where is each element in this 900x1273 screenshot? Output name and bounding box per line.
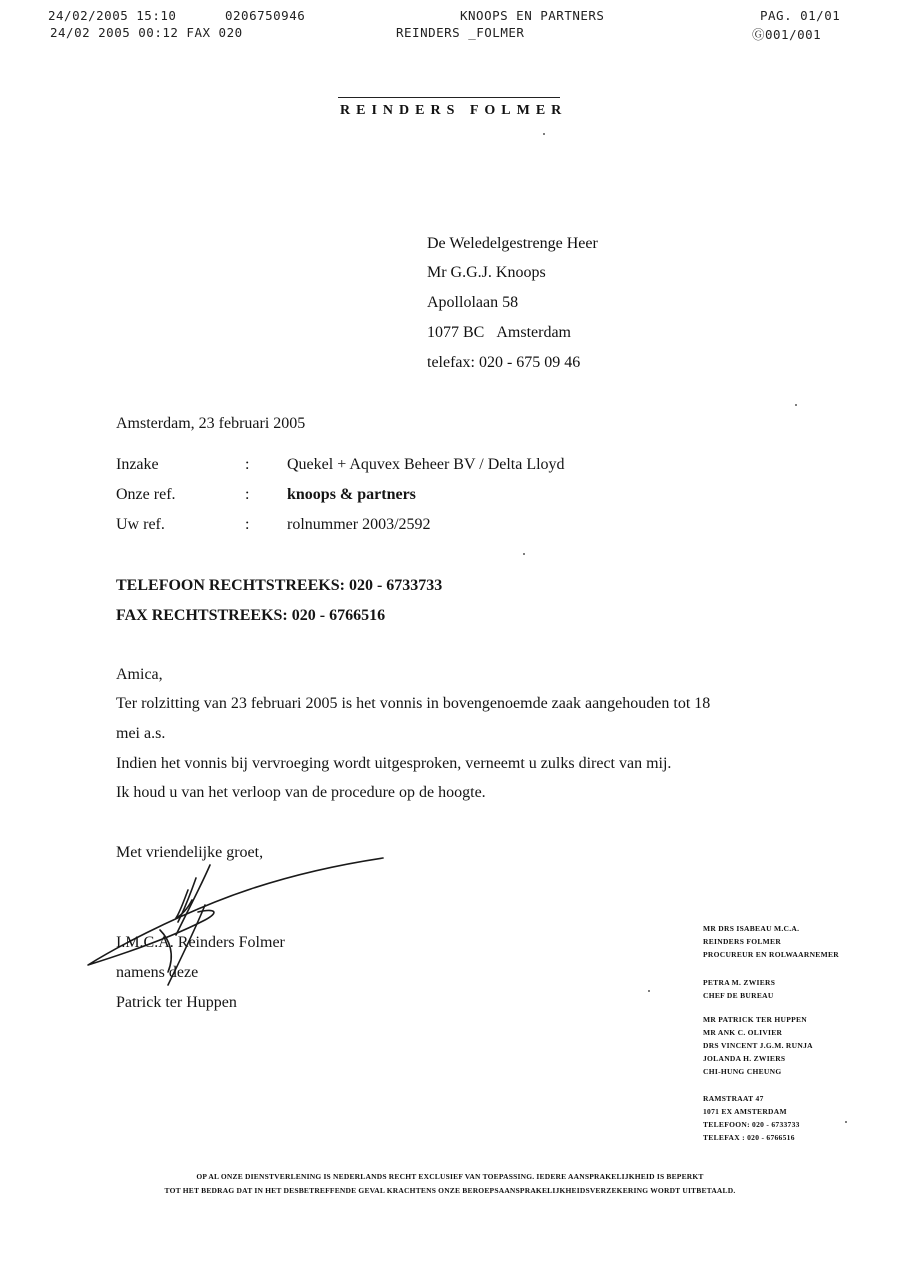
- scan-speck: [795, 404, 797, 406]
- fax-sender-2: REINDERS _FOLMER: [396, 25, 525, 40]
- greeting: Amica,: [116, 666, 163, 683]
- recipient-postcode: 1077 BC: [427, 324, 485, 341]
- recipient-name: Mr G.G.J. Knoops: [427, 264, 546, 281]
- scan-speck: [523, 553, 525, 555]
- ref-separator: :: [245, 456, 250, 473]
- ref-value: rolnummer 2003/2592: [287, 516, 431, 533]
- fax-datetime-2: 24/02 2005 00:12 FAX 020: [50, 25, 243, 40]
- recipient-city: Amsterdam: [496, 324, 571, 341]
- sidebar-line: TELEFOON: 020 - 6733733: [703, 1120, 800, 1129]
- ref-value: knoops & partners: [287, 486, 416, 503]
- recipient-salutation: De Weledelgestrenge Heer: [427, 235, 598, 252]
- sidebar-line: MR ANK C. OLIVIER: [703, 1028, 783, 1037]
- body-line: Ik houd u van het verloop van de procedure op de hoogte.: [116, 784, 486, 801]
- ref-separator: :: [245, 516, 250, 533]
- sidebar-line: TELEFAX : 020 - 6766516: [703, 1133, 795, 1142]
- recipient-fax: telefax: 020 - 675 09 46: [427, 354, 581, 371]
- sidebar-line: CHEF DE BUREAU: [703, 991, 774, 1000]
- sidebar-line: RAMSTRAAT 47: [703, 1094, 764, 1103]
- sidebar-line: CHI-HUNG CHEUNG: [703, 1067, 782, 1076]
- signatory: I.M.C.A. Reinders Folmer: [116, 934, 285, 951]
- footer-disclaimer-2: TOT HET BEDRAG DAT IN HET DESBETREFFENDE GEVAL KRACHTENS ONZE BEROEPSAANSPRAKELIJKHEIDSVERZEKERING WORDT UITBETAALD.: [164, 1186, 736, 1195]
- sidebar-line: 1071 EX AMSTERDAM: [703, 1107, 787, 1116]
- ref-label: Inzake: [116, 456, 159, 473]
- fax-page-2: Ⓖ001/001: [752, 27, 822, 42]
- ref-separator: :: [245, 486, 250, 503]
- sidebar-line: MR DRS ISABEAU M.C.A.: [703, 924, 800, 933]
- scan-speck: [648, 990, 650, 992]
- scan-speck: [845, 1121, 847, 1123]
- on-behalf: namens deze: [116, 964, 199, 981]
- scan-speck: [543, 133, 545, 135]
- direct-phone: TELEFOON RECHTSTREEKS: 020 - 6733733: [116, 577, 443, 594]
- ref-label: Onze ref.: [116, 486, 176, 503]
- fax-sender: KNOOPS EN PARTNERS: [460, 8, 605, 23]
- signed-by: Patrick ter Huppen: [116, 994, 237, 1011]
- closing: Met vriendelijke groet,: [116, 844, 264, 861]
- recipient-street: Apollolaan 58: [427, 294, 519, 311]
- letterhead: REINDERS FOLMER: [340, 103, 568, 118]
- body-line: Ter rolzitting van 23 februari 2005 is het vonnis in bovengenoemde zaak aangehouden tot 18: [116, 695, 711, 712]
- ref-value: Quekel + Aquvex Beheer BV / Delta Lloyd: [287, 456, 565, 473]
- direct-fax: FAX RECHTSTREEKS: 020 - 6766516: [116, 607, 386, 624]
- sidebar-line: JOLANDA H. ZWIERS: [703, 1054, 786, 1063]
- sidebar-line: PETRA M. ZWIERS: [703, 978, 776, 987]
- body-line: mei a.s.: [116, 725, 166, 742]
- fax-datetime: 24/02/2005 15:10: [48, 8, 177, 23]
- sidebar-line: MR PATRICK TER HUPPEN: [703, 1015, 808, 1024]
- fax-number: 0206750946: [225, 8, 306, 23]
- place-date: Amsterdam, 23 februari 2005: [116, 415, 306, 432]
- ref-label: Uw ref.: [116, 516, 165, 533]
- body-line: Indien het vonnis bij vervroeging wordt uitgesproken, verneemt u zulks direct van mij.: [116, 755, 672, 772]
- sidebar-line: PROCUREUR EN ROLWAARNEMER: [703, 950, 839, 959]
- sidebar-line: DRS VINCENT J.G.M. RUNJA: [703, 1041, 813, 1050]
- footer-disclaimer-1: OP AL ONZE DIENSTVERLENING IS NEDERLANDS RECHT EXCLUSIEF VAN TOEPASSING. IEDERE AANSPRAKELIJKHEID IS BEPERKT: [196, 1172, 704, 1181]
- sidebar-line: REINDERS FOLMER: [703, 937, 782, 946]
- fax-page: PAG. 01/01: [760, 8, 841, 23]
